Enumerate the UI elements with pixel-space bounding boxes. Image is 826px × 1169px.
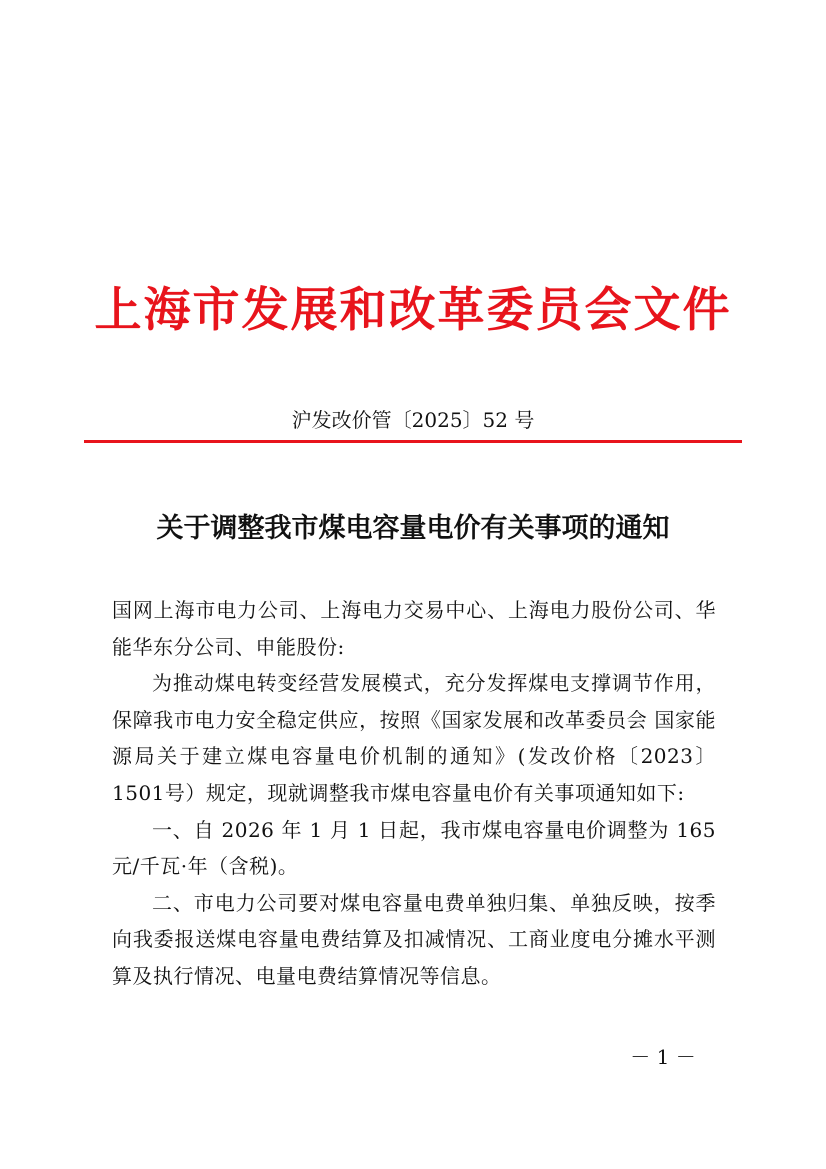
red-divider-line xyxy=(84,440,742,443)
paragraph-item-2: 二、市电力公司要对煤电容量电费单独归集、单独反映，按季向我委报送煤电容量电费结算及扣减情况、工商业度电分摊水平测算及执行情况、电量电费结算情况等信息。 xyxy=(112,890,716,988)
recipients-line: 国网上海市电力公司、上海电力交易中心、上海电力股份公司、华能华东分公司、申能股份: xyxy=(112,598,716,659)
page-number: － 1 － xyxy=(630,1045,696,1069)
notice-title: 关于调整我市煤电容量电价有关事项的通知 xyxy=(156,513,670,544)
masthead-title: 上海市发展和改革委员会文件 xyxy=(94,283,732,338)
paragraph-item-1: 一、自 2026 年 1 月 1 日起，我市煤电容量电价调整为 165 元/千瓦·年（含税)。 xyxy=(112,817,716,879)
paragraph-intro: 为推动煤电转变经营发展模式，充分发挥煤电支撑调节作用，保障我市电力安全稳定供应，按照《国家发展和改革委员会 国家能源局关于建立煤电容量电价机制的通知》(发改价格〔2023〕1501号）规定，现就调整我市煤电容量电价有关事项通知如下: xyxy=(112,671,716,805)
document-number: 沪发改价管〔2025〕52 号 xyxy=(291,408,535,432)
notice-body xyxy=(112,592,716,995)
